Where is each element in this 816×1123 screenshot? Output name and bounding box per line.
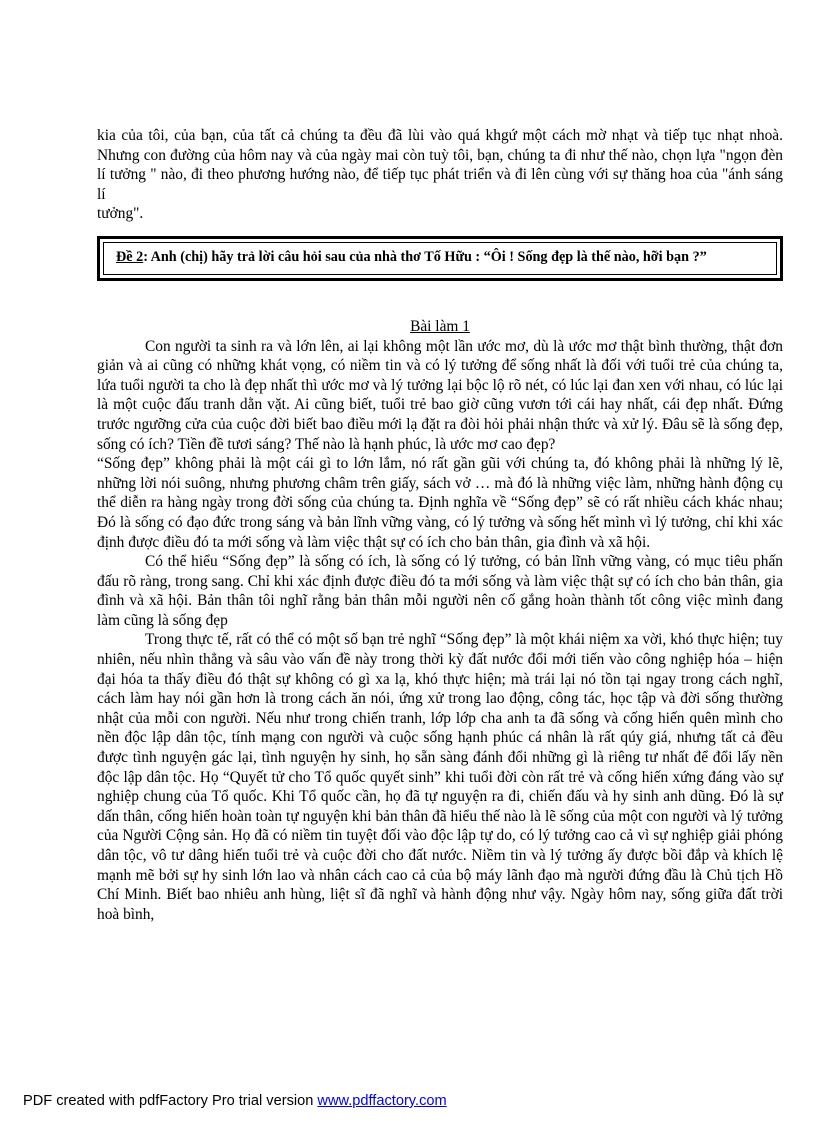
pdf-footer xyxy=(23,1093,447,1109)
topic-box-inner xyxy=(103,242,777,275)
essay-paragraph: Trong thực tế, rất có thể có một số bạn trẻ nghĩ “Sống đẹp” là một khái niệm xa vời, khó thực hiện; tuy nhiên, nếu nhìn thẳng và sâu vào vấn đề này trong thời kỳ đất nước đổi mới tiến vào công nghiệp hóa – hiện đại hóa ta thấy điều đó thật sự không có gì xa lạ, khó thực hiện; mà trái lại nó tồn tại ngay trong cách nghĩ, cách làm hay nói gần hơn là trong cách ăn nói, ứng xử trong lao động, công tác, học tập và đời sống thường nhật của mỗi con người. Nếu như trong chiến tranh, lớp lớp cha anh ta đã sống và cống hiến quên mình cho nền độc lập dân tộc, tính mạng con người và cuộc sống hạnh phúc cá nhân là rất qúy giá, nhưng tất cả đều được tình nguyện gác lại, tình nguyện hy sinh, họ sẵn sàng đánh đổi những gì là riêng tư nhất để đổi lấy nền độc lập dân tộc. Họ “Quyết tử cho Tổ quốc quyết sinh” khi tuổi đời còn rất trẻ và cống hiến xứng đáng vào sự nghiệp chung của Tổ quốc. Khi Tổ quốc cần, họ đã tự nguyện ra đi, chiến đấu và hy sinh anh dũng. Đó là sự dấn thân, cống hiến hoàn toàn tự nguyện khi bản thân đã hiểu thế nào là lẽ sống của một con người và lý tưởng của Người Cộng sản. Họ đã có niềm tin tuyệt đối vào độc lập tự do, có lý tưởng cao cả vì sự nghiệp giải phóng dân tộc, vô tư dâng hiến tuổi trẻ và cuộc đời cho đất nước. Niềm tin và lý tưởng ấy được bồi đắp và khích lệ mạnh mẽ bởi sự hy sinh lớn lao và nhân cách cao cả của bộ máy lãnh đạo mà người đứng đầu là Chủ tịch Hồ Chí Minh. Biết bao nhiêu anh hùng, liệt sĩ đã nghĩ và hành động như vậy. Ngày hôm nay, sống giữa đất trời hoà bình, xyxy=(97,631,783,923)
intro-paragraph: kia của tôi, của bạn, của tất cả chúng ta đều đã lùi vào quá khgứ một cách mờ nhạt và tiếp tục nhạt nhoà. Nhưng con đường của hôm nay và của ngày mai còn tuỳ tôi, bạn, chúng ta đi như thế nào, chọn lựa "ngọn đèn lí tưởng " nào, đi theo phương hướng nào, để tiếp tục phát triển và đi lên cùng với sự thăng hoa của "ánh sáng lí xyxy=(97,127,783,203)
topic-label: Đề 2 xyxy=(116,248,144,265)
topic-box xyxy=(97,236,783,281)
footer-text: PDF created with pdfFactory Pro trial version xyxy=(23,1093,318,1109)
footer-link[interactable]: www.pdffactory.com xyxy=(317,1093,447,1109)
essay-paragraph: Có thể hiểu “Sống đẹp” là sống có ích, là sống có lý tưởng, có bản lĩnh vững vàng, có mục tiêu phấn đấu rõ ràng, trong sang. Chỉ khi xác định được điều đó ta mới sống và làm việc thật sự có ích cho bản thân, gia đình và xã hội. Bản thân tôi nghĩ rằng bản thân mỗi người nên cố gắng hoàn thành tốt công việc mình đang làm cũng là sống đẹp xyxy=(97,553,783,629)
document-page xyxy=(97,126,783,924)
essay-paragraph: Con người ta sinh ra và lớn lên, ai lại không một lần ước mơ, dù là ước mơ thật bình thường, thật đơn giản và ai cũng có những khát vọng, có niềm tin và có lý tưởng để sống nhất là đối với tuổi trẻ của chúng ta, lứa tuổi người ta cho là đẹp nhất thì ước mơ và lý tưởng lại bộc lộ rõ nét, có lúc lại đan xen với nhau, có lúc lại là một cuộc đấu tranh dằn vặt. Ai cũng biết, tuổi trẻ bao giờ cũng vươn tới cái hay nhất, cái đẹp nhất. Đứng trước ngưỡng cửa của cuộc đời biết bao điều mới lạ đặt ra đòi hỏi phải nhận thức và xử lý. Đâu sẽ là sống đẹp, sống có ích? Tiền đề tươi sáng? Thế nào là hạnh phúc, là ước mơ cao đẹp? xyxy=(97,337,783,453)
essay-title: Bài làm 1 xyxy=(410,317,470,335)
topic-text: : Anh (chị) hãy trả lời câu hỏi sau của nhà thơ Tố Hữu : “Ôi ! Sống đẹp là thế nào, hỡi bạn ?” xyxy=(143,248,707,265)
essay-paragraph: “Sống đẹp” không phải là một cái gì to lớn lắm, nó rất gần gũi với chúng ta, đó không phải là những lý lẽ, những lời nói suông, nhưng phương châm trên giấy, sách vở … mà đó là những việc làm, những hành động cụ thể diễn ra hàng ngày trong đời sống của chúng ta. Định nghĩa về “Sống đẹp” sẽ có rất nhiều cách khác nhau; Đó là sống có đạo đức trong sáng và bản lĩnh vững vàng, có lý tưởng và sống hết mình vì lý tưởng, chỉ khi xác định được điều đó ta mới sống và làm việc thật sự có ích cho bản thân, gia đình và xã hội. xyxy=(97,455,783,551)
intro-tail: tưởng". xyxy=(97,205,144,223)
